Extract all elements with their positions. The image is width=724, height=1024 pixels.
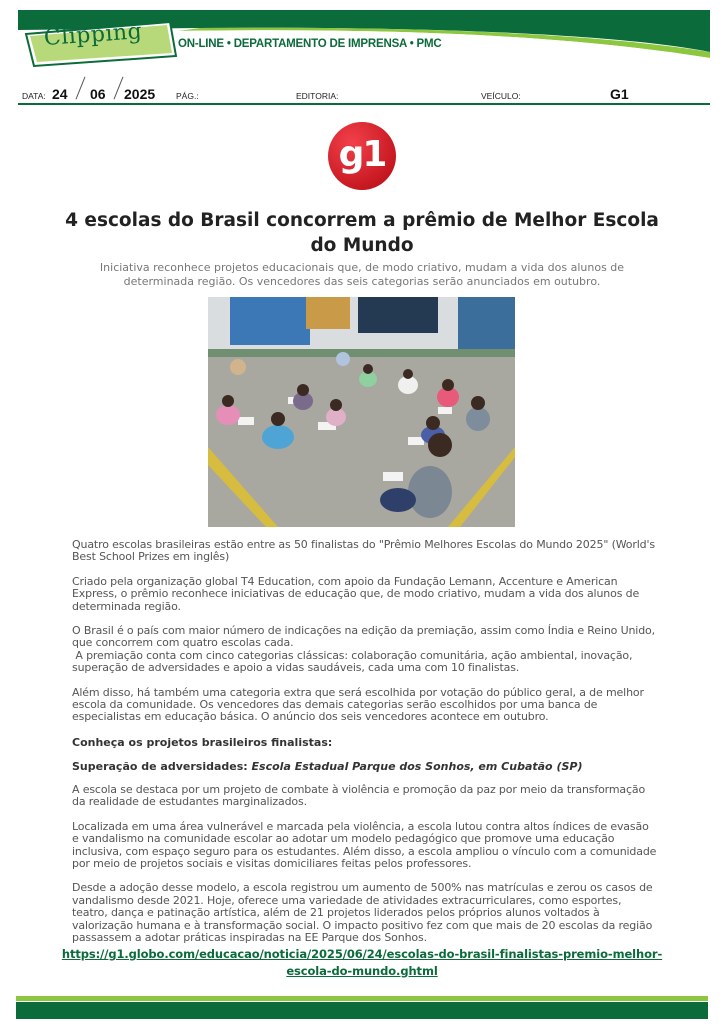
page-label: PÁG.: xyxy=(176,91,199,101)
clipping-badge: Clipping xyxy=(43,19,143,51)
category-label: Superação de adversidades: xyxy=(72,759,248,773)
article-paragraph: Criado pela organização global T4 Education, com apoio da Fundação Lemann, Accenture e American Express, o prêmio reconhece iniciativas de educação que, de modo criativo, mudam a vida dos alunos de determinada região. xyxy=(72,574,640,613)
article-paragraph: A premiação conta com cinco categorias clássicas: colaboração comunitária, ação ambiental, inovação, superação de adversidades e apoio a vidas saudáveis, cada uma com 10 finalistas. xyxy=(72,648,636,675)
article-paragraph: Localizada em uma área vulnerável e marcada pela violência, a escola lutou contra altos índices de evasão e vandalismo na comunidade escolar ao adotar um modelo pedagógico que promove uma educação inclusiva, com espaço seguro para os estudantes. Além disso, a escola ampliou o vínculo com a comunidade por meio de projetos sociais e visitas domiciliares feitas pelos professores. xyxy=(72,819,657,870)
date-label: DATA: xyxy=(22,91,46,101)
article-paragraph: A escola se destaca por um projeto de combate à violência e promoção da paz por meio da transformação da realidade de estudantes marginalizados. xyxy=(72,782,646,809)
g1-logo xyxy=(328,122,396,190)
article-title: 4 escolas do Brasil concorrem a prêmio de Melhor Escola do Mundo xyxy=(65,210,659,256)
source-link[interactable]: https://g1.globo.com/educacao/noticia/2025/06/24/escolas-do-brasil-finalistas-premio-melhor-escola-do-mundo.ghtml xyxy=(61,947,663,978)
date-year: 2025 xyxy=(124,86,156,102)
footer-band-dark xyxy=(16,1002,708,1019)
category-heading xyxy=(72,760,658,773)
article-paragraph: Além disso, há também uma categoria extra que será escolhida por votação do público geral, a de melhor escola da comunidade. Os vencedores das demais categorias serão escolhidos por uma banca de especialistas em educação básica. O anúncio dos seis vencedores acontece em outubro. xyxy=(72,685,644,724)
article-subtitle: Iniciativa reconhece projetos educacionais que, de modo criativo, mudam a vida dos alunos de determinada região. Os vencedores das seis categorias serão anunciados em outubro. xyxy=(99,261,625,288)
article-photo xyxy=(208,297,515,527)
article-paragraph: Desde a adoção desse modelo, a escola registrou um aumento de 500% nas matrículas e zerou os casos de vandalismo desde 2021. Hoje, oferece uma variedade de atividades extracurriculares, como esportes, teatro, dança e patinação artística, além de 21 projetos liderados pelos próprios alunos voltados à valorização humana e à transformação social. O impacto positivo fez com que mais de 20 escolas da região passassem a adotar práticas inspiradas na EE Parque dos Sonhos. xyxy=(72,881,653,944)
date-separator xyxy=(114,77,124,100)
date-separator xyxy=(76,77,86,100)
category-school: Escola Estadual Parque dos Sonhos, em Cubatão (SP) xyxy=(251,759,583,773)
date-day: 24 xyxy=(52,86,68,102)
department-line: ON-LINE • DEPARTAMENTO DE IMPRENSA • PMC xyxy=(178,38,442,50)
outlet-value: G1 xyxy=(610,86,629,102)
article-body xyxy=(72,539,658,956)
date-month: 06 xyxy=(90,86,106,102)
article-paragraph: O Brasil é o país com maior número de indicações na edição da premiação, assim como Índia e Reino Unido, que concorrem com quatro escolas cada. xyxy=(72,624,655,650)
footer-band-light xyxy=(16,996,708,1001)
g1-logo-text: g1 xyxy=(338,133,386,175)
section-heading: Conheça os projetos brasileiros finalistas: xyxy=(72,735,333,749)
header-rule xyxy=(18,103,710,105)
section-label: EDITORIA: xyxy=(296,91,339,101)
article-paragraph: Quatro escolas brasileiras estão entre as 50 finalistas do "Prêmio Melhores Escolas do Mundo 2025" (World's Best School Prizes em inglês) xyxy=(72,538,655,564)
outlet-label: VEÍCULO: xyxy=(481,91,521,101)
